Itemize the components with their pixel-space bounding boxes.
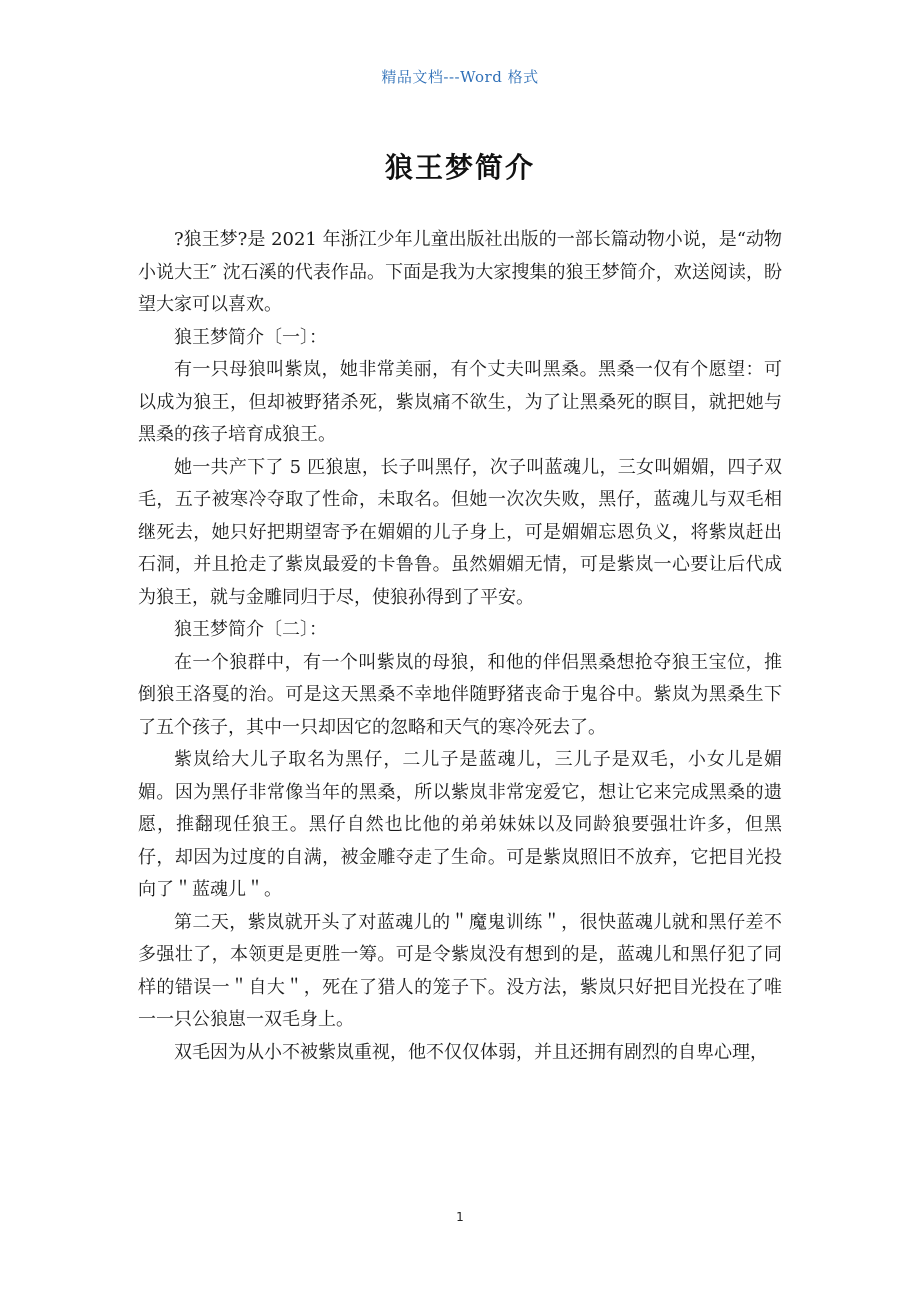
paragraph: 她一共产下了 5 匹狼崽，长子叫黑仔，次子叫蓝魂儿，三女叫媚媚，四子双毛，五子被寒冷夺取了性命，未取名。但她一次次失败，黑仔，蓝魂儿与双毛相继死去，她只好把期望寄予在媚媚的儿子身上，可是媚媚忘恩负义，将紫岚赶出石洞，并且抢走了紫岚最爱的卡鲁鲁。虽然媚媚无情，可是紫岚一心要让后代成为狼王，就与金雕同归于尽，使狼孙得到了平安。 — [138, 456, 782, 608]
paragraph: 双毛因为从小不被紫岚重视，他不仅仅体弱，并且还拥有剧烈的自卑心理， — [174, 1041, 768, 1063]
page-number: 1 — [456, 1210, 464, 1224]
paragraph: 在一个狼群中，有一个叫紫岚的母狼，和他的伴侣黑桑想抢夺狼王宝位，推倒狼王洛戛的治。可是这天黑桑不幸地伴随野猪丧命于鬼谷中。紫岚为黑桑生下了五个孩子，其中一只却因它的忽略和天气的寒冷死去了。 — [138, 651, 782, 738]
document-title: 狼王梦简介 — [384, 151, 535, 184]
page-header: 精品文档---Word 格式 — [381, 68, 539, 86]
paragraph: 有一只母狼叫紫岚，她非常美丽，有个丈夫叫黑桑。黑桑一仅有个愿望：可以成为狼王，但却被野猪杀死，紫岚痛不欲生，为了让黑桑死的瞑目，就把她与黑桑的孩子培育成狼王。 — [138, 359, 782, 445]
section-heading-two: 狼王梦简介〔二〕： — [174, 619, 327, 640]
document-body — [138, 224, 782, 1069]
paragraph-intro: ?狼王梦?是 2021 年浙江少年儿童出版社出版的一部长篇动物小说，是“动物小说大王″ 沈石溪的代表作品。下面是我为大家搜集的狼王梦简介，欢送阅读，盼望大家可以喜欢。 — [138, 229, 782, 315]
paragraph: 紫岚给大儿子取名为黑仔，二儿子是蓝魂儿，三儿子是双毛，小女儿是媚媚。因为黑仔非常像当年的黑桑，所以紫岚非常宠爱它，想让它来完成黑桑的遗愿，推翻现任狼王。黑仔自然也比他的弟弟妹妹以及同龄狼要强壮许多，但黑仔，却因为过度的自满，被金雕夺走了生命。可是紫岚照旧不放弃，它把目光投向了＂蓝魂儿＂。 — [138, 749, 782, 900]
paragraph: 第二天，紫岚就开头了对蓝魂儿的＂魔鬼训练＂，很快蓝魂儿就和黑仔差不多强壮了，本领更是更胜一筹。可是令紫岚没有想到的是，蓝魂儿和黑仔犯了同样的错误一＂自大＂，死在了猎人的笼子下。没方法，紫岚只好把目光投在了唯一一只公狼崽一双毛身上。 — [138, 911, 782, 1030]
section-heading-one: 狼王梦简介〔一〕： — [174, 326, 327, 348]
